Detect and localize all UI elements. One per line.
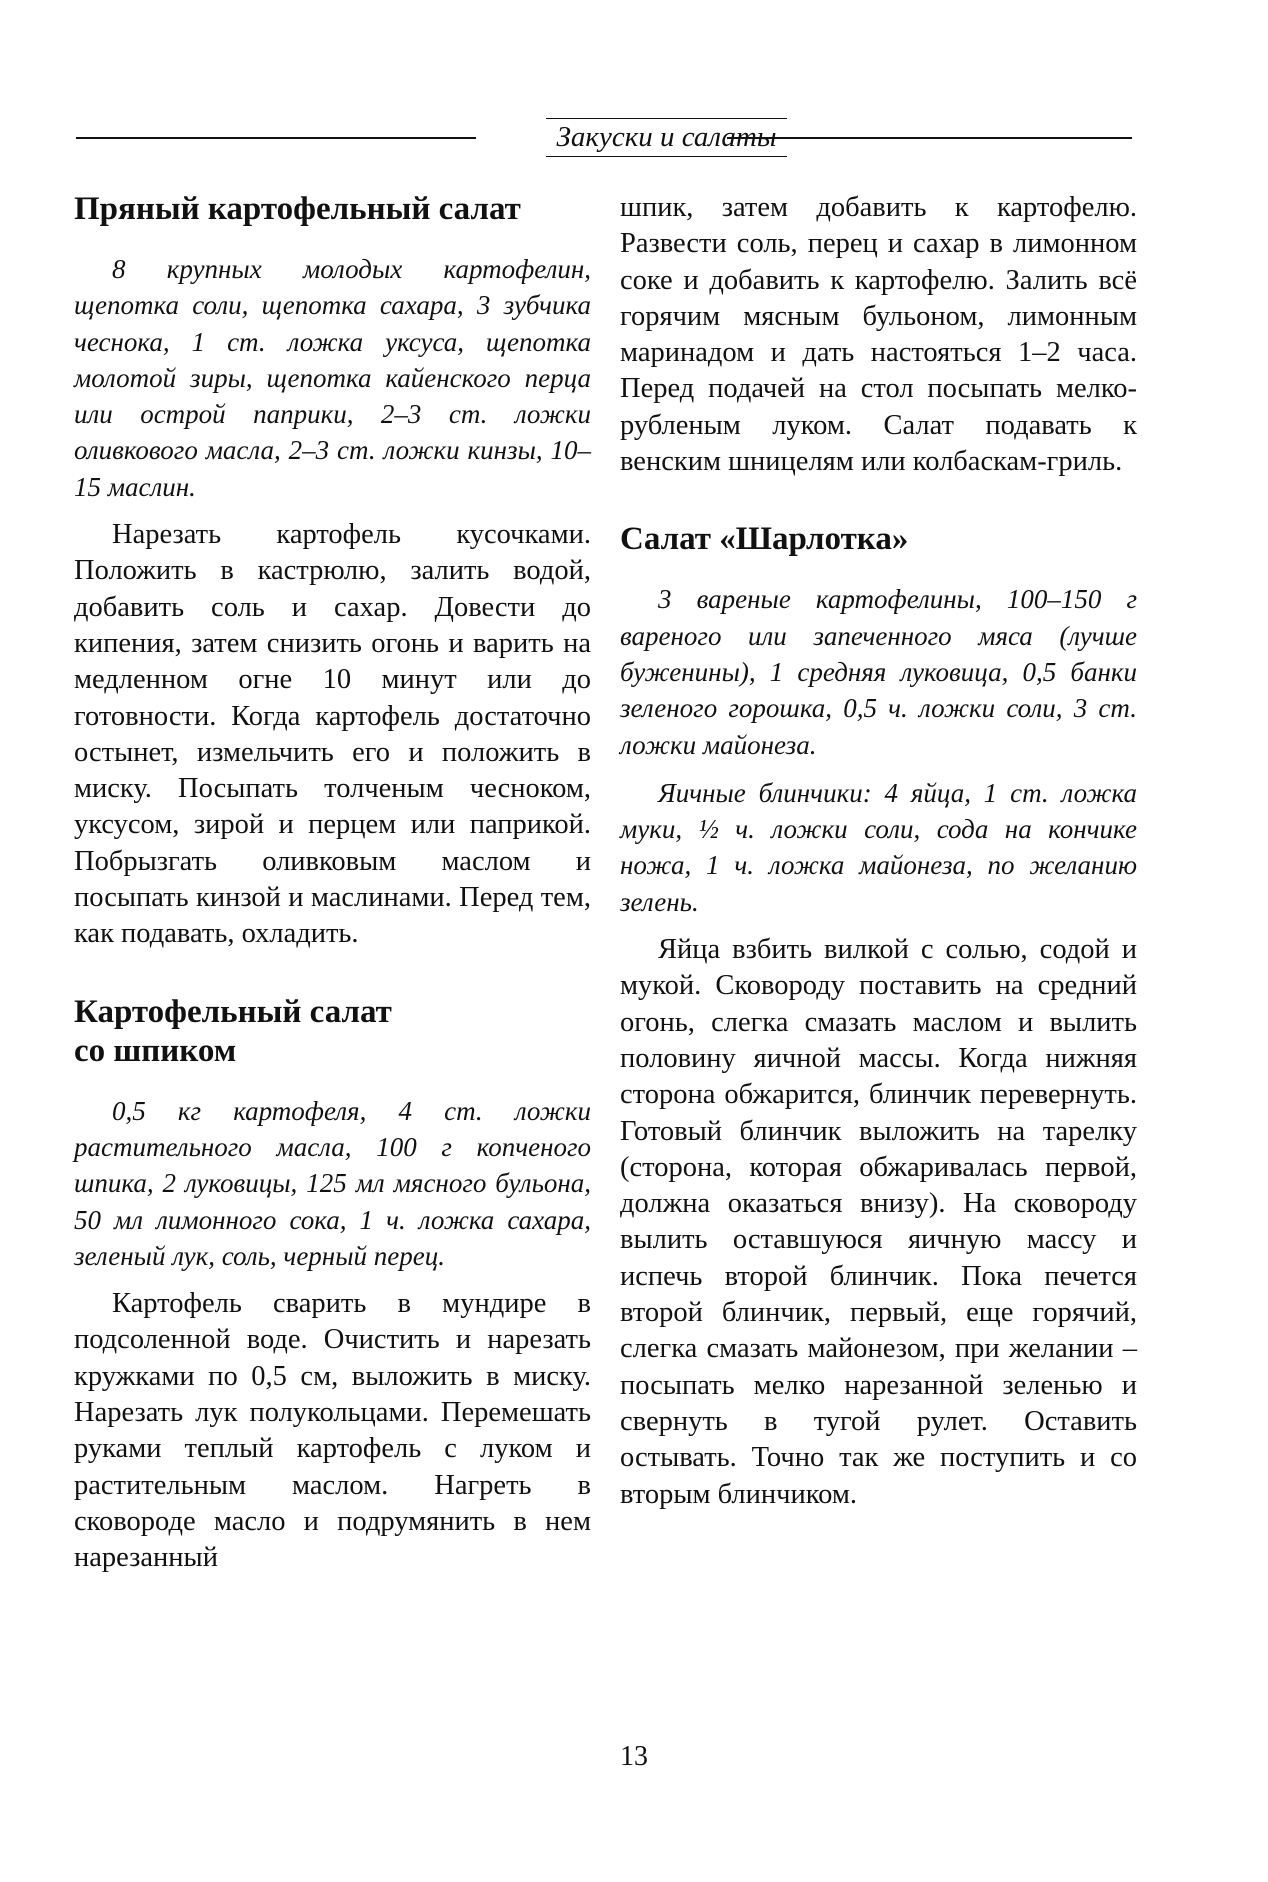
left-column (74, 190, 591, 1577)
recipe-title: Пряный картофельный салат (74, 191, 521, 227)
recipe-method: Нарезать картофель кусочками. Положить в кастрюлю, залить водой, добавить соль и сахар. Довести до кипения, затем снизить огонь и варить на медленном огне 10 минут или до готовности. Когда картофель достаточно остынет, измельчить его и положить в миску. Посыпать толченым чесноком, уксусом, зирой и перцем или паприкой. Побрызгать оливковым маслом и посыпать кинзой и маслинами. Перед тем, как подавать, охладить. (74, 519, 591, 950)
recipe-method-continued: шпик, затем добавить к картофелю. Развести соль, перец и сахар в лимонном соке и добавить к картофелю. Залить всё горячим мясным бульоном, лимонным маринадом и дать настояться 1–2 часа. Перед подачей на стол посыпать мелкорубленым луком. Салат подавать к венским шницелям или колбаскам-гриль. (620, 192, 1137, 478)
recipe-method: Картофель сварить в мундире в подсоленной воде. Очистить и нарезать кружками по 0,5 см, выложить в миску. Нарезать лук полукольцами. Перемешать руками теплый картофель с луком и растительным маслом. Нагреть в сковороде масло и подрумянить в нем нарезанный (74, 1288, 591, 1574)
recipe-title: Салат «Шарлотка» (620, 521, 909, 558)
recipe-charlotte-salad (620, 520, 1137, 1512)
recipe-ingredients: 0,5 кг картофеля, 4 ст. ложки растительного масла, 100 г копченого шпика, 2 луковицы, 125 мл мясного бульона, 50 мл лимонного сока, 1 ч. ложка сахара, зеленый лук, соль, черный перец. (74, 1095, 591, 1271)
recipe-potato-salad-bacon (74, 993, 591, 1577)
running-head (76, 118, 1132, 158)
recipe-ingredients: 8 крупных молодых картофелин, щепотка соли, щепотка сахара, 3 зубчика чеснока, 1 ст. ложка уксуса, щепотка молотой зиры, щепотка кайенского перца или острой паприки, 2–3 ст. ложки оливкового масла, 2–3 ст. ложки кинзы, 10–15 маслин. (74, 254, 591, 502)
running-head-title: Закуски и салаты (546, 118, 787, 157)
page-number: 13 (620, 1741, 648, 1772)
recipe-title-line-2: со шпиком (74, 1032, 237, 1069)
recipe-title-line-1: Картофельный салат (74, 993, 392, 1030)
recipe-title (74, 993, 591, 1071)
running-head-rule-left (76, 137, 476, 139)
recipe-ingredients: 3 вареные картофелины, 100–150 г вареного или запеченного мяса (лучше буженины), 1 средняя луковица, 0,5 банки зеленого горошка, 0,5 ч. ложки соли, 3 ст. ложки майонеза. (620, 584, 1137, 760)
recipe-pancake-ingredients: Яичные блинчики: 4 яйца, 1 ст. ложка муки, ½ ч. ложки соли, сода на кончике ножа, 1 ч. ложка майонеза, по желанию зелень. (620, 777, 1137, 917)
recipe-spicy-potato-salad (74, 190, 591, 953)
right-column (620, 190, 1137, 1513)
recipe-method: Яйца взбить вилкой с солью, содой и мукой. Сковороду поставить на средний огонь, слегка смазать маслом и вылить половину яичной массы. Когда нижняя сторона обжарится, блинчик перевернуть. Готовый блинчик выложить на тарелку (сторона, которая обжаривалась первой, должна оказаться внизу). На сковороду вылить оставшуюся яичную массу и испечь второй блинчик. Пока печется второй блинчик, первый, еще горячий, слегка смазать майонезом, при желании – посыпать мелко нарезанной зеленью и свернуть в тугой рулет. Оставить остывать. Точно так же поступить и со вторым блинчиком. (620, 934, 1137, 1510)
running-head-rule-right (727, 137, 1132, 139)
